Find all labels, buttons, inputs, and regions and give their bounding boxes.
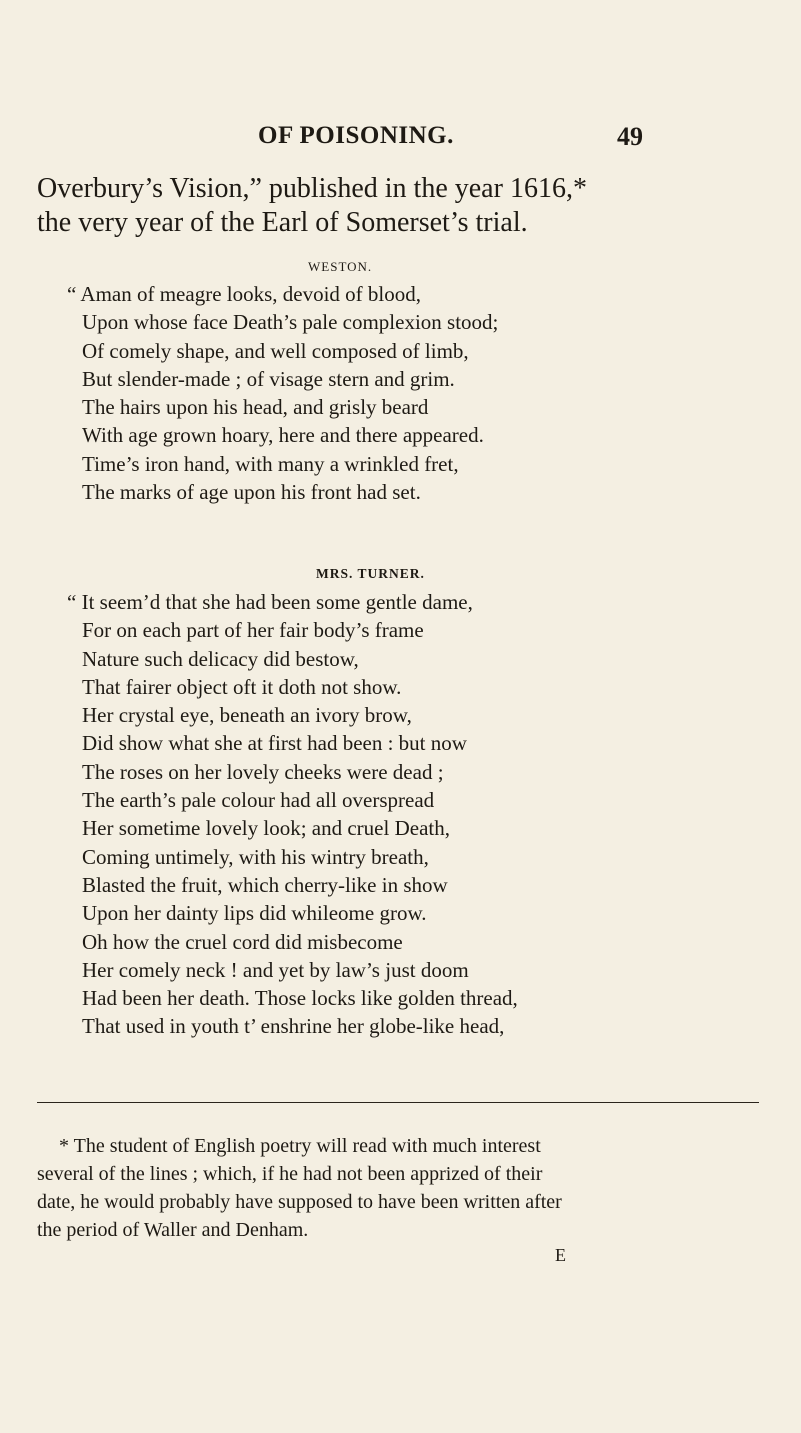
verse-line: Upon whose face Death’s pale complexion stood; (82, 310, 499, 335)
verse-block-turner (67, 588, 518, 1041)
verse-line: The marks of age upon his front had set. (82, 480, 421, 505)
footnote-line: the period of Waller and Denham. (37, 1219, 309, 1241)
verse-line: Her comely neck ! and yet by law’s just doom (82, 957, 469, 982)
verse-block-weston (67, 280, 499, 506)
verse-line: The hairs upon his head, and grisly beard (82, 395, 429, 420)
verse-line: The roses on her lovely cheeks were dead ; (82, 759, 444, 784)
intro-paragraph (37, 172, 759, 240)
speaker-heading-turner: MRS. TURNER. (316, 566, 425, 581)
running-head: OF POISONING. (258, 122, 454, 149)
verse-line: Her sometime lovely look; and cruel Death, (82, 816, 450, 841)
verse-line: That used in youth t’ enshrine her globe-like head, (82, 1014, 505, 1039)
verse-line: Blasted the fruit, which cherry-like in show (82, 872, 448, 897)
verse-line: But slender-made ; of visage stern and grim. (82, 366, 455, 391)
verse-line: That fairer object oft it doth not show. (82, 674, 402, 699)
verse-line: “ Aman of meagre looks, devoid of blood, (67, 282, 422, 306)
footnote (37, 1132, 761, 1244)
verse-line: Oh how the cruel cord did misbecome (82, 929, 403, 954)
footnote-line: date, he would probably have supposed to have been written after (37, 1191, 562, 1213)
verse-line: “ It seem’d that she had been some gentle dame, (67, 590, 473, 614)
verse-line: Nature such delicacy did bestow, (82, 646, 359, 671)
verse-line: Her crystal eye, beneath an ivory brow, (82, 703, 412, 728)
verse-line: Had been her death. Those locks like golden thread, (82, 986, 518, 1011)
verse-line: Of comely shape, and well composed of limb, (82, 338, 469, 363)
footnote-line: several of the lines ; which, if he had not been apprized of their (37, 1163, 543, 1185)
verse-line: For on each part of her fair body’s frame (82, 618, 424, 643)
verse-line: Did show what she at first had been : but now (82, 731, 467, 756)
verse-line: With age grown hoary, here and there appeared. (82, 423, 484, 448)
verse-line: Time’s iron hand, with many a wrinkled fret, (82, 451, 459, 476)
intro-line: Overbury’s Vision,” published in the year 1616,* (37, 173, 587, 204)
verse-line: Coming untimely, with his wintry breath, (82, 844, 429, 869)
footnote-line: * The student of English poetry will read with much interest (59, 1135, 541, 1157)
verse-line: Upon her dainty lips did whileome grow. (82, 901, 427, 926)
footnote-divider (37, 1102, 759, 1103)
signature-mark: E (555, 1245, 566, 1265)
page-number: 49 (617, 122, 643, 151)
intro-line: the very year of the Earl of Somerset’s trial. (37, 207, 528, 238)
speaker-heading-weston: WESTON. (308, 259, 373, 274)
verse-line: The earth’s pale colour had all overspread (82, 788, 435, 813)
